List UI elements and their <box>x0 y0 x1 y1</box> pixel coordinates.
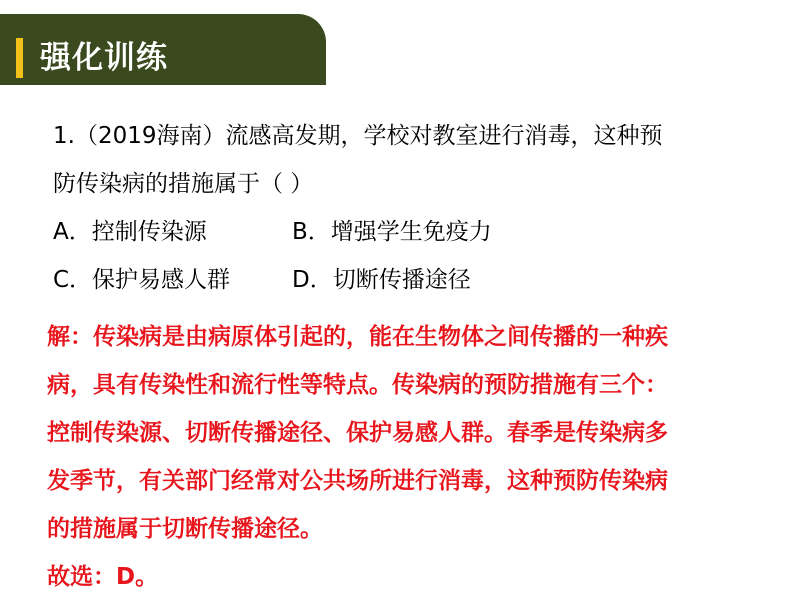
question-text-line-1: 1.（2019海南）流感高发期，学校对教室进行消毒，这种预 <box>53 123 663 149</box>
option-a: A．控制传染源 <box>53 219 207 245</box>
page-title: 强化训练 <box>40 40 168 76</box>
question-block <box>53 112 773 304</box>
option-d: D．切断传播途径 <box>292 267 471 293</box>
solution-line-3: 控制传染源、切断传播途径、保护易感人群。春季是传染病多 <box>47 420 668 446</box>
solution-block <box>47 313 777 601</box>
solution-line-5: 的措施属于切断传播途径。 <box>47 516 323 542</box>
final-answer: 故选：D。 <box>47 564 159 590</box>
solution-line-1: 解：传染病是由病原体引起的，能在生物体之间传播的一种疾 <box>47 324 668 350</box>
option-c: C．保护易感人群 <box>53 267 231 293</box>
title-accent-bar <box>16 38 23 78</box>
options-row-2 <box>53 256 773 304</box>
options-row-1 <box>53 208 773 256</box>
option-b: B．增强学生免疫力 <box>292 219 492 245</box>
question-text-line-2: 防传染病的措施属于（ ） <box>53 171 314 197</box>
solution-line-4: 发季节，有关部门经常对公共场所进行消毒，这种预防传染病 <box>47 468 668 494</box>
solution-line-2: 病，具有传染性和流行性等特点。传染病的预防措施有三个： <box>47 372 668 398</box>
